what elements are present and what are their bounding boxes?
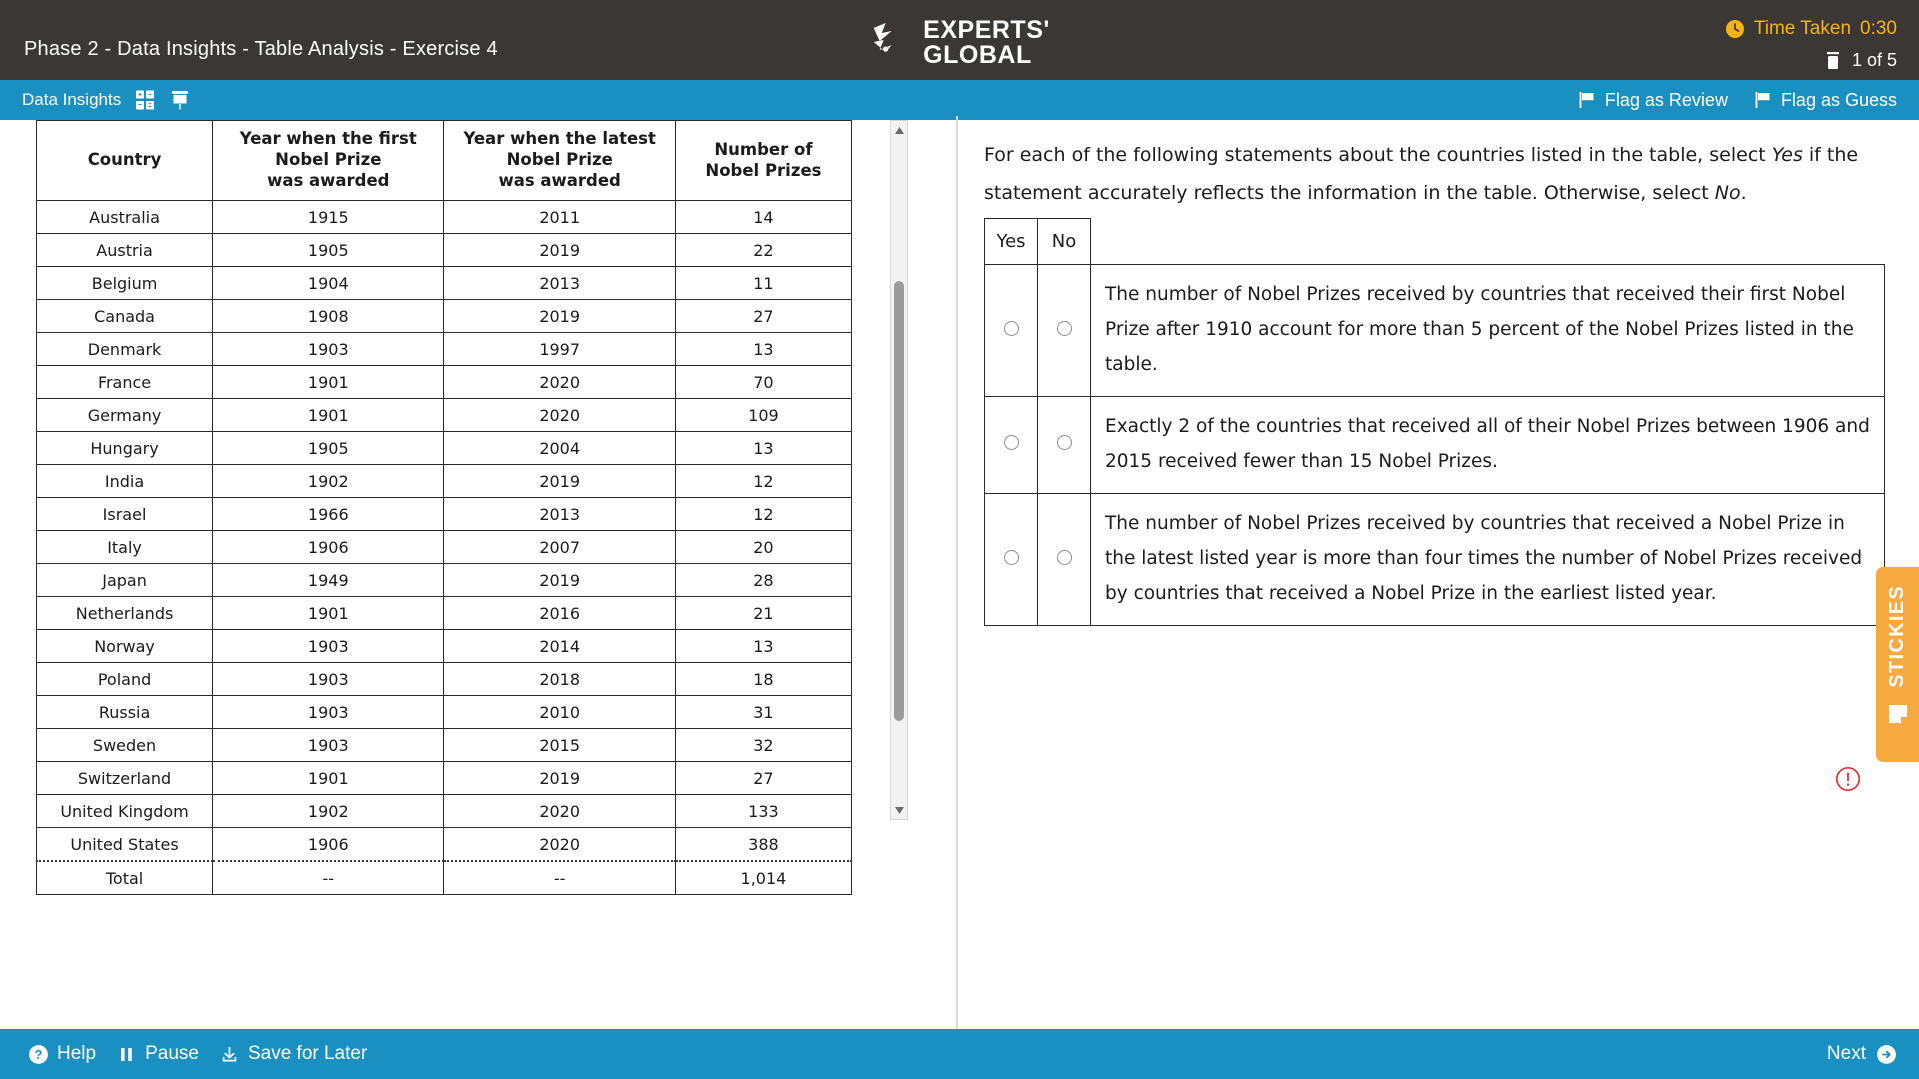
experts-global-logo-icon <box>869 19 913 67</box>
table-row <box>37 531 852 564</box>
section-navbar <box>0 80 1919 120</box>
download-save-icon <box>219 1044 240 1065</box>
table-row <box>37 234 852 267</box>
cell-first-year: 1905 <box>213 234 444 267</box>
navbar-left-group <box>22 80 191 120</box>
brand-line-2: GLOBAL <box>923 41 1032 69</box>
no-radio-cell-2[interactable] <box>1038 397 1091 494</box>
arrow-right-icon <box>1876 1044 1897 1065</box>
timer-label: Time Taken <box>1753 18 1852 39</box>
cell-latest-year: 2020 <box>444 399 675 432</box>
cell-first-year: 1906 <box>213 531 444 564</box>
cell-first-year: 1901 <box>213 762 444 795</box>
table-row <box>37 267 852 300</box>
cell-country: Norway <box>37 630 213 663</box>
cell-latest-year: 2010 <box>444 696 675 729</box>
question-prompt <box>984 136 1884 212</box>
pause-button[interactable] <box>116 1043 199 1065</box>
answer-table-body <box>985 265 1885 626</box>
pane-divider <box>956 116 958 1029</box>
next-button[interactable] <box>1827 1029 1897 1079</box>
cell-latest-year: 2020 <box>444 366 675 399</box>
table-row <box>37 399 852 432</box>
table-row <box>37 432 852 465</box>
table-row <box>37 300 852 333</box>
cell-total-first-year: -- <box>213 861 444 895</box>
cell-country: United Kingdom <box>37 795 213 828</box>
table-row <box>37 333 852 366</box>
cell-first-year: 1903 <box>213 729 444 762</box>
table-total-row <box>37 861 852 895</box>
cell-prize-count: 133 <box>675 795 851 828</box>
statement-row <box>985 494 1885 626</box>
column-header-yes: Yes <box>985 219 1038 265</box>
cell-first-year: 1903 <box>213 630 444 663</box>
question-counter <box>1824 50 1897 71</box>
cell-prize-count: 12 <box>675 498 851 531</box>
cell-first-year: 1908 <box>213 300 444 333</box>
flag-as-guess-button[interactable] <box>1754 90 1897 111</box>
stickies-label: STICKIES <box>1886 585 1908 688</box>
table-row <box>37 729 852 762</box>
sticky-note-icon <box>1886 701 1910 725</box>
help-question-icon <box>28 1044 49 1065</box>
cell-latest-year: 2013 <box>444 498 675 531</box>
table-row <box>37 201 852 234</box>
scroll-up-arrow-icon[interactable] <box>891 121 907 139</box>
cell-first-year: 1903 <box>213 696 444 729</box>
cell-latest-year: 2011 <box>444 201 675 234</box>
header-line: Number of <box>714 139 813 159</box>
scroll-down-arrow-icon[interactable] <box>891 801 907 819</box>
cell-first-year: 1902 <box>213 465 444 498</box>
next-label: Next <box>1826 1043 1866 1064</box>
prompt-emphasis-no: No <box>1714 182 1741 204</box>
cell-first-year: 1901 <box>213 399 444 432</box>
table-row <box>37 828 852 862</box>
table-scroll-area[interactable] <box>36 120 852 980</box>
cell-prize-count: 13 <box>675 333 851 366</box>
table-row <box>37 366 852 399</box>
cell-latest-year: 2018 <box>444 663 675 696</box>
answer-table-wrapper <box>984 218 1894 626</box>
cell-country: Russia <box>37 696 213 729</box>
statement-text-3: The number of Nobel Prizes received by countries that received a Nobel Prize in the latest listed year is more than four times the number of Nobel Prizes received by countries that received a Nobel Prize in the earliest listed year. <box>1091 494 1885 626</box>
question-pane <box>960 120 1919 1029</box>
brand-logo <box>869 18 1050 68</box>
cell-prize-count: 18 <box>675 663 851 696</box>
flag-as-review-button[interactable] <box>1578 90 1728 111</box>
cell-country: Sweden <box>37 729 213 762</box>
cell-country: France <box>37 366 213 399</box>
nobel-prizes-table <box>36 120 852 895</box>
table-pane <box>0 120 960 1029</box>
brand-logo-text <box>923 18 1050 68</box>
cell-latest-year: 2016 <box>444 597 675 630</box>
bottom-left-group <box>28 1029 367 1079</box>
table-row <box>37 597 852 630</box>
brand-line-1: EXPERTS' <box>923 16 1050 44</box>
cell-prize-count: 27 <box>675 300 851 333</box>
statement-row <box>985 265 1885 397</box>
cell-prize-count: 28 <box>675 564 851 597</box>
cell-country: India <box>37 465 213 498</box>
answer-table-header-row <box>985 219 1885 265</box>
cell-total-latest-year: -- <box>444 861 675 895</box>
save-for-later-label: Save for Later <box>247 1043 368 1064</box>
statement-text-2: Exactly 2 of the countries that received all of their Nobel Prizes between 1906 and 2015 received fewer than 15 Nobel Prizes. <box>1091 397 1885 494</box>
header-line: Year when the first <box>239 129 417 148</box>
section-label: Data Insights <box>22 90 122 109</box>
radio-no-statement-3[interactable] <box>1057 550 1072 565</box>
page-title: Phase 2 - Data Insights - Table Analysis - Exercise 4 <box>24 38 498 60</box>
cell-country: Italy <box>37 531 213 564</box>
cell-latest-year: 2019 <box>444 300 675 333</box>
cell-country: United States <box>37 828 213 862</box>
column-header-country <box>37 121 213 201</box>
svg-text:?: ? <box>34 1046 43 1062</box>
cell-latest-year: 1997 <box>444 333 675 366</box>
cell-latest-year: 2014 <box>444 630 675 663</box>
table-row <box>37 630 852 663</box>
header-line: Year when the latest <box>463 129 656 148</box>
save-for-later-button[interactable] <box>219 1043 367 1065</box>
calculator-icon[interactable] <box>134 89 156 111</box>
cell-prize-count: 31 <box>675 696 851 729</box>
cell-prize-count: 32 <box>675 729 851 762</box>
cell-prize-count: 22 <box>675 234 851 267</box>
cell-country: Belgium <box>37 267 213 300</box>
yes-radio-cell-3[interactable] <box>985 494 1038 626</box>
navbar-right-group <box>1578 80 1897 120</box>
prompt-emphasis-yes: Yes <box>1771 144 1803 166</box>
no-radio-cell-3[interactable] <box>1038 494 1091 626</box>
table-header-row <box>37 121 852 201</box>
table-row <box>37 762 852 795</box>
cell-country: Japan <box>37 564 213 597</box>
scrollbar-thumb[interactable] <box>894 281 904 721</box>
cell-prize-count: 27 <box>675 762 851 795</box>
flag-as-review-label: Flag as Review <box>1604 89 1728 110</box>
table-vertical-scrollbar[interactable] <box>890 120 908 820</box>
radio-yes-statement-1[interactable] <box>1004 321 1019 336</box>
flag-icon <box>1754 91 1772 109</box>
header-line: Nobel Prize <box>275 150 382 169</box>
column-header-latest-year <box>444 121 675 201</box>
prompt-text-part1: For each of the following statements about the countries listed in the table, select <box>984 144 1772 166</box>
alert-exclamation-icon[interactable] <box>1835 766 1861 792</box>
header-line: Nobel Prizes <box>705 160 822 180</box>
cell-latest-year: 2019 <box>444 465 675 498</box>
yes-radio-cell-1[interactable] <box>985 265 1038 397</box>
cell-prize-count: 20 <box>675 531 851 564</box>
flag-as-guess-label: Flag as Guess <box>1780 89 1897 110</box>
radio-yes-statement-3[interactable] <box>1004 550 1019 565</box>
cell-prize-count: 388 <box>675 828 851 862</box>
cell-country: Netherlands <box>37 597 213 630</box>
cell-country: Israel <box>37 498 213 531</box>
statement-text-1: The number of Nobel Prizes received by countries that received their first Nobel Prize after 1910 account for more than 5 percent of the Nobel Prizes listed in the table. <box>1091 265 1885 397</box>
cell-country: Australia <box>37 201 213 234</box>
cell-country: Canada <box>37 300 213 333</box>
cell-first-year: 1904 <box>213 267 444 300</box>
header-line: Country <box>87 150 162 169</box>
cell-first-year: 1966 <box>213 498 444 531</box>
help-label: Help <box>57 1043 97 1064</box>
cell-latest-year: 2019 <box>444 564 675 597</box>
cell-country: Austria <box>37 234 213 267</box>
cell-prize-count: 12 <box>675 465 851 498</box>
cell-country: Poland <box>37 663 213 696</box>
cell-prize-count: 21 <box>675 597 851 630</box>
column-header-first-year <box>213 121 444 201</box>
answer-table <box>984 218 1885 626</box>
cell-first-year: 1901 <box>213 597 444 630</box>
cell-country: Germany <box>37 399 213 432</box>
cell-first-year: 1915 <box>213 201 444 234</box>
cell-first-year: 1901 <box>213 366 444 399</box>
cell-latest-year: 2020 <box>444 828 675 862</box>
cell-prize-count: 70 <box>675 366 851 399</box>
clock-icon <box>1725 19 1745 39</box>
table-body <box>37 201 852 895</box>
cell-first-year: 1903 <box>213 333 444 366</box>
cell-prize-count: 109 <box>675 399 851 432</box>
question-counter-label: 1 of 5 <box>1851 50 1897 70</box>
cell-latest-year: 2004 <box>444 432 675 465</box>
table-row <box>37 465 852 498</box>
help-button[interactable] <box>28 1043 96 1065</box>
cell-first-year: 1905 <box>213 432 444 465</box>
stickies-tab[interactable] <box>1876 567 1919 762</box>
cell-first-year: 1903 <box>213 663 444 696</box>
radio-yes-statement-2[interactable] <box>1004 435 1019 450</box>
cell-latest-year: 2015 <box>444 729 675 762</box>
bottom-toolbar <box>0 1029 1919 1079</box>
prompt-text-part2: if the statement accurately reflects the information in the table. Otherwise, select <box>984 144 1859 204</box>
cell-country: Denmark <box>37 333 213 366</box>
radio-no-statement-1[interactable] <box>1057 321 1072 336</box>
cell-prize-count: 13 <box>675 630 851 663</box>
whiteboard-icon[interactable] <box>169 89 191 111</box>
cell-prize-count: 11 <box>675 267 851 300</box>
flag-icon <box>1578 91 1596 109</box>
column-header-number-of-prizes <box>675 121 851 201</box>
table-row <box>37 696 852 729</box>
table-row <box>37 564 852 597</box>
cell-total-label: Total <box>37 861 213 895</box>
cell-latest-year: 2019 <box>444 234 675 267</box>
header-line: was awarded <box>267 171 390 190</box>
cell-latest-year: 2019 <box>444 762 675 795</box>
table-row <box>37 795 852 828</box>
column-header-no: No <box>1038 219 1091 265</box>
timer <box>1725 18 1897 40</box>
cell-prize-count: 14 <box>675 201 851 234</box>
cell-country: Switzerland <box>37 762 213 795</box>
cell-first-year: 1906 <box>213 828 444 862</box>
cell-total-prize-count: 1,014 <box>675 861 851 895</box>
pause-label: Pause <box>145 1043 199 1064</box>
cell-first-year: 1902 <box>213 795 444 828</box>
prompt-text-part3: . <box>1740 182 1747 204</box>
column-header-statement-blank <box>1091 219 1885 265</box>
cell-country: Hungary <box>37 432 213 465</box>
table-row <box>37 498 852 531</box>
content-area <box>0 120 1919 1029</box>
table-row <box>37 663 852 696</box>
cell-first-year: 1949 <box>213 564 444 597</box>
header-line: was awarded <box>498 171 621 190</box>
timer-value: 0:30 <box>1860 18 1897 39</box>
no-radio-cell-1[interactable] <box>1038 265 1091 397</box>
yes-radio-cell-2[interactable] <box>985 397 1038 494</box>
question-stack-icon <box>1824 51 1842 71</box>
radio-no-statement-2[interactable] <box>1057 435 1072 450</box>
pause-icon <box>116 1044 137 1065</box>
header-line: Nobel Prize <box>506 150 613 169</box>
statement-row <box>985 397 1885 494</box>
cell-latest-year: 2007 <box>444 531 675 564</box>
cell-prize-count: 13 <box>675 432 851 465</box>
cell-latest-year: 2013 <box>444 267 675 300</box>
cell-latest-year: 2020 <box>444 795 675 828</box>
